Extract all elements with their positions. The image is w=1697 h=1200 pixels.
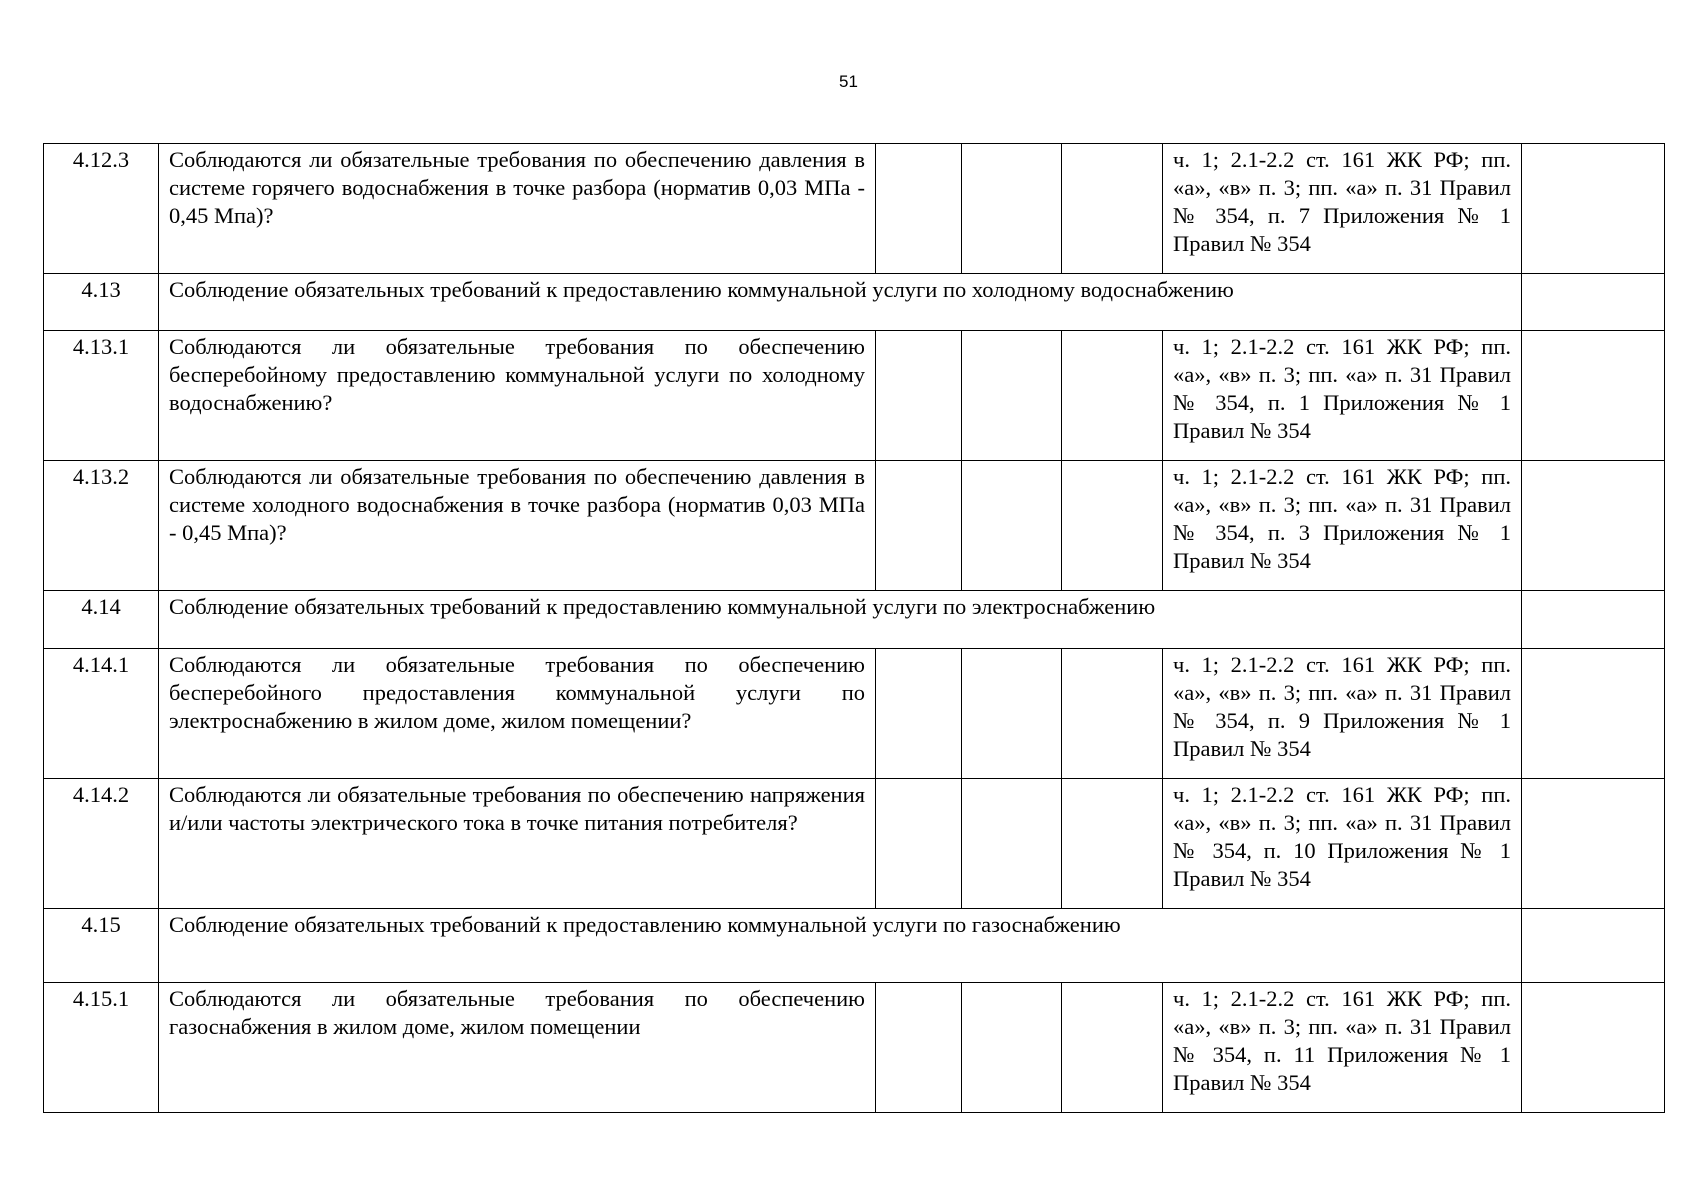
legal-reference: ч. 1; 2.1-2.2 ст. 161 ЖК РФ; пп. «а», «в» п. 3; пп. «а» п. 31 Правил № 354, п. 11 Приложения № 1 Правил № 354 xyxy=(1163,983,1522,1113)
legal-reference: ч. 1; 2.1-2.2 ст. 161 ЖК РФ; пп. «а», «в» п. 3; пп. «а» п. 31 Правил № 354, п. 7 Приложения № 1 Правил № 354 xyxy=(1163,144,1522,274)
table-row xyxy=(44,461,1665,591)
page-number: 51 xyxy=(839,72,858,91)
answer-no-cell[interactable] xyxy=(962,144,1062,274)
answer-not-applicable-cell[interactable] xyxy=(1062,331,1163,461)
answer-not-applicable-cell[interactable] xyxy=(1062,779,1163,909)
answer-no-cell[interactable] xyxy=(962,331,1062,461)
notes-cell[interactable] xyxy=(1522,779,1665,909)
notes-cell[interactable] xyxy=(1522,983,1665,1113)
answer-yes-cell[interactable] xyxy=(876,983,962,1113)
section-title: Соблюдение обязательных требований к предоставлению коммунальной услуги по электроснабжению xyxy=(159,591,1522,649)
answer-no-cell[interactable] xyxy=(962,779,1062,909)
table-row xyxy=(44,331,1665,461)
section-number: 4.14 xyxy=(44,591,159,649)
section-title: Соблюдение обязательных требований к предоставлению коммунальной услуги по газоснабжению xyxy=(159,909,1522,983)
answer-yes-cell[interactable] xyxy=(876,331,962,461)
item-number: 4.14.1 xyxy=(44,649,159,779)
answer-not-applicable-cell[interactable] xyxy=(1062,649,1163,779)
table-row xyxy=(44,983,1665,1113)
item-number: 4.15.1 xyxy=(44,983,159,1113)
legal-reference: ч. 1; 2.1-2.2 ст. 161 ЖК РФ; пп. «а», «в» п. 3; пп. «а» п. 31 Правил № 354, п. 10 Приложения № 1 Правил № 354 xyxy=(1163,779,1522,909)
item-number: 4.13.1 xyxy=(44,331,159,461)
notes-cell[interactable] xyxy=(1522,649,1665,779)
table-row xyxy=(44,779,1665,909)
answer-no-cell[interactable] xyxy=(962,461,1062,591)
requirement-question: Соблюдаются ли обязательные требования по обеспечению бесперебойному предоставлению коммунальной услуги по холодному водоснабжению? xyxy=(159,331,876,461)
notes-cell[interactable] xyxy=(1522,331,1665,461)
answer-yes-cell[interactable] xyxy=(876,779,962,909)
requirement-question: Соблюдаются ли обязательные требования по обеспечению давления в системе горячего водоснабжения в точке разбора (норматив 0,03 МПа - 0,45 Мпа)? xyxy=(159,144,876,274)
item-number: 4.14.2 xyxy=(44,779,159,909)
section-row xyxy=(44,591,1665,649)
answer-not-applicable-cell[interactable] xyxy=(1062,144,1163,274)
requirement-question: Соблюдаются ли обязательные требования по обеспечению напряжения и/или частоты электрического тока в точке питания потребителя? xyxy=(159,779,876,909)
item-number: 4.13.2 xyxy=(44,461,159,591)
legal-reference: ч. 1; 2.1-2.2 ст. 161 ЖК РФ; пп. «а», «в» п. 3; пп. «а» п. 31 Правил № 354, п. 9 Приложения № 1 Правил № 354 xyxy=(1163,649,1522,779)
answer-yes-cell[interactable] xyxy=(876,461,962,591)
section-row xyxy=(44,909,1665,983)
checklist-table xyxy=(43,143,1665,1113)
table-row xyxy=(44,144,1665,274)
notes-cell[interactable] xyxy=(1522,144,1665,274)
section-number: 4.13 xyxy=(44,274,159,331)
table-row xyxy=(44,649,1665,779)
answer-no-cell[interactable] xyxy=(962,649,1062,779)
item-number: 4.12.3 xyxy=(44,144,159,274)
answer-yes-cell[interactable] xyxy=(876,649,962,779)
answer-not-applicable-cell[interactable] xyxy=(1062,461,1163,591)
requirement-question: Соблюдаются ли обязательные требования по обеспечению газоснабжения в жилом доме, жилом помещении xyxy=(159,983,876,1113)
requirement-question: Соблюдаются ли обязательные требования по обеспечению бесперебойного предоставления коммунальной услуги по электроснабжению в жилом доме, жилом помещении? xyxy=(159,649,876,779)
answer-not-applicable-cell[interactable] xyxy=(1062,983,1163,1113)
section-row xyxy=(44,274,1665,331)
legal-reference: ч. 1; 2.1-2.2 ст. 161 ЖК РФ; пп. «а», «в» п. 3; пп. «а» п. 31 Правил № 354, п. 3 Приложения № 1 Правил № 354 xyxy=(1163,461,1522,591)
notes-cell[interactable] xyxy=(1522,461,1665,591)
answer-no-cell[interactable] xyxy=(962,983,1062,1113)
notes-cell[interactable] xyxy=(1522,909,1665,983)
requirement-question: Соблюдаются ли обязательные требования по обеспечению давления в системе холодного водоснабжения в точке разбора (норматив 0,03 МПа - 0,45 Мпа)? xyxy=(159,461,876,591)
notes-cell[interactable] xyxy=(1522,274,1665,331)
answer-yes-cell[interactable] xyxy=(876,144,962,274)
notes-cell[interactable] xyxy=(1522,591,1665,649)
legal-reference: ч. 1; 2.1-2.2 ст. 161 ЖК РФ; пп. «а», «в» п. 3; пп. «а» п. 31 Правил № 354, п. 1 Приложения № 1 Правил № 354 xyxy=(1163,331,1522,461)
section-number: 4.15 xyxy=(44,909,159,983)
section-title: Соблюдение обязательных требований к предоставлению коммунальной услуги по холодному водоснабжению xyxy=(159,274,1522,331)
